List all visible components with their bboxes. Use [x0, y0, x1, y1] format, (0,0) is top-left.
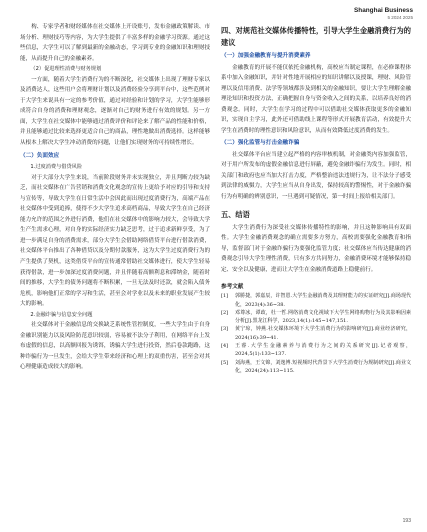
issue-info: 5 2024 2025 — [387, 15, 413, 21]
page-number: 193 — [402, 518, 411, 524]
subheading: 1.过度消费与借贷风险 — [30, 164, 83, 171]
paragraph: 金融教育的开展不能仅依托金融机构，高校应当制定课程，在必修课程体系中加入金融知识，并针对性地开展相应的知识讲解以及授课，理财、风险管理以及信用消费、法学等领域都涉及到相关的金融知识，要让大学生理解金融理论知识和投资方法，正确把握自身与资金收入之间的关系，以培养良好的消费观念。同时，大学生在学习的过程中可以借助社交媒体获取更多的金融知识，实现自主学习，此外还可借助线上课程等形式开展教育活动，有效提升大学生在消费时的理性意识和风险意识，从而有效降低过度消费的发生。 — [221, 64, 411, 134]
subheading: 2.金融诈骗与信息安全问题 — [30, 311, 93, 318]
reference-text: 郭勝捷，郭嘉辰，许智恩.大学生金融消费及其理财能力的实证研究[J].商场现代化，2023(4):36~38. — [235, 293, 411, 308]
journal-name: Shanghai Business — [354, 7, 413, 14]
references-title: 参考文献 — [221, 284, 244, 291]
reference-number: [5] — [221, 359, 229, 366]
chapter-heading: 五、结语 — [221, 209, 250, 219]
reference-text: 黄宁琼，钟燕.社交媒体环境下大学生消费行为的影响研究[J].商业经济研究，2024(16):39~41. — [235, 326, 411, 341]
reference-text: 王睿.大学生金融素养与消费行为之间的关系研究[J].记者观察，2024,5(1):133~137. — [235, 343, 411, 358]
reference-text: 邓尊冰，谭政，杜一哲.网络消费文化视域下大学生网络购物行为及其影响因素分析[J].黑龙江科学，2023,14(1):145~147,151. — [235, 309, 411, 325]
reference-item — [221, 309, 411, 326]
reference-number: [4] — [221, 343, 229, 350]
left-column — [20, 22, 210, 373]
paragraph: 构、专家学者和财经媒体在社交媒体上开设账号，发布金融政策解读、市场分析、理财技巧等内容，为大学生提供了丰富多样的金融学习资源。通过这些信息，大学生可以了解到最新的金融动态，学习到专业的金融知识和理财技能，从而提升自己的金融素养。 — [20, 24, 210, 62]
reference-item — [221, 292, 411, 309]
subheading: （2）促进理性消费与财务规划 — [30, 66, 102, 73]
references-list — [221, 292, 411, 375]
section-heading: （一）加强金融教育与提升消费素养 — [221, 53, 311, 59]
reference-number: [3] — [221, 326, 229, 333]
chapter-heading: 四、对规范社交媒体传播特性，引导大学生金融消费行为的建议 — [221, 26, 411, 47]
reference-number: [2] — [221, 309, 229, 316]
reference-text: 刘海燕，王文锦，刘逸博.短视频时代背景下大学生消费行为规制研究[J].商业文化，2024(24):113~115. — [235, 359, 411, 374]
section-heading: （二）负面效应 — [20, 152, 60, 159]
reference-item — [221, 342, 411, 359]
running-header — [354, 7, 413, 20]
paragraph: 社交媒体平台应当建立起严格的内容审核机制，对金融类内容加强监管，对于用户所发布的虚假金融信息进行屏蔽，避免金融诈骗行为发生。同时，相关部门和政府也应当加大打击力度，严格整治违法违规行为，让不法分子感受到法律的威慑力，大学生应当从自身出发，保持较高的警惕性，对于金融诈骗行为有明确的辨别意识，一旦遇到可疑情况，第一时间上报给相关部门。 — [221, 151, 411, 201]
section-heading: （二）强化监管与打击金融诈骗 — [221, 140, 300, 147]
reference-item — [221, 359, 411, 376]
right-column — [221, 22, 411, 375]
paragraph: 大学生消费行为深受社交媒体传播特性的影响，并且这种影响具有双面性。大学生金融消费观念的确立需要多方努力，高校需要强化金融教育和指导，监督部门对于金融诈骗行为要强化监管力度；社交媒体应当传达健康的消费观念引导大学生理性消费，只有多方共同努力，金融消费环境才能够保持稳定、安全以及健康，进而让大学生在金融消费道路上稳健前行。 — [221, 224, 411, 273]
paragraph: 一方面，随着大学生消费行为的不断深化，社交媒体上出现了理财专家以及消费达人，这些用户会将理财计划以及消费经验分享到平台中，这些范例对于大学生来说具有一定的参考价值，通过对经验和计划的学习，大学生能够形成符合自身的消费和理财观念，逐渐对自己的财务进行有效的规划。另一方面，大学生在社交媒体中能够通过消费评价和评论来了解产品的性能和价格，并且能够通过比较来选择更适合自己的商品，理性地做出消费选择。这样能够从根本上解决大学生冲动消费的问题，让他们实现财务的可持续性增长。 — [20, 76, 210, 147]
reference-item — [221, 325, 411, 342]
reference-number: [1] — [221, 293, 229, 300]
paragraph: 对于大部分大学生来说，当前阶段财务并未实现独立，并且判断力较为缺乏，而社交媒体在广告营销和消费文化观念的宣传上更给予对应的引导和支持与宣传等，导致大学生在日常生活中会因此而出现过度消费行为，高端产品在社交媒体中受到追捧，使得不少大学生追求高档商品，导致大学生在自己经济能力允许的范围之外进行消费，他们在社交媒体中的影响力较大，会导致大学生产生需求心理，对自身的实际经济实力缺乏思考，过于追求新鲜享受，为了进一步满足自身的消费需求，部分大学生会借助网络借贷平台进行借款消费，社交媒体平台推出了各种借贷以及分期付款服务，这为大学生过度消费行为的产生提供了契机，这类借贷平台的宣传通常借助社交媒体进行，使大学生轻易获得借款，进一步加深过度消费问题，并且伴随着高额利息和滞纳金，随着时间的推移，大学生的债务问题将不断积累，一旦无法及时还款，就会陷入债务危机，影响他们正常的学习和生活，甚至会对学业以及未来的职业发展产生较大的影响。 — [20, 174, 210, 308]
paragraph: 社交媒体对于金融信息的交换缺乏系统性管控制度，一些大学生由于自身金融识别能力以及风险防范意识较弱，容易被不法分子利用，在网络平台上发布虚假的信息，以高额回报为诱饵，诱骗大学生进行投资，然后卷款跑路，这种诈骗行为一旦发生，会给大学生带来经济和心理上的双重伤害，甚至会对其心理健康造成较大的影响。 — [20, 322, 210, 371]
